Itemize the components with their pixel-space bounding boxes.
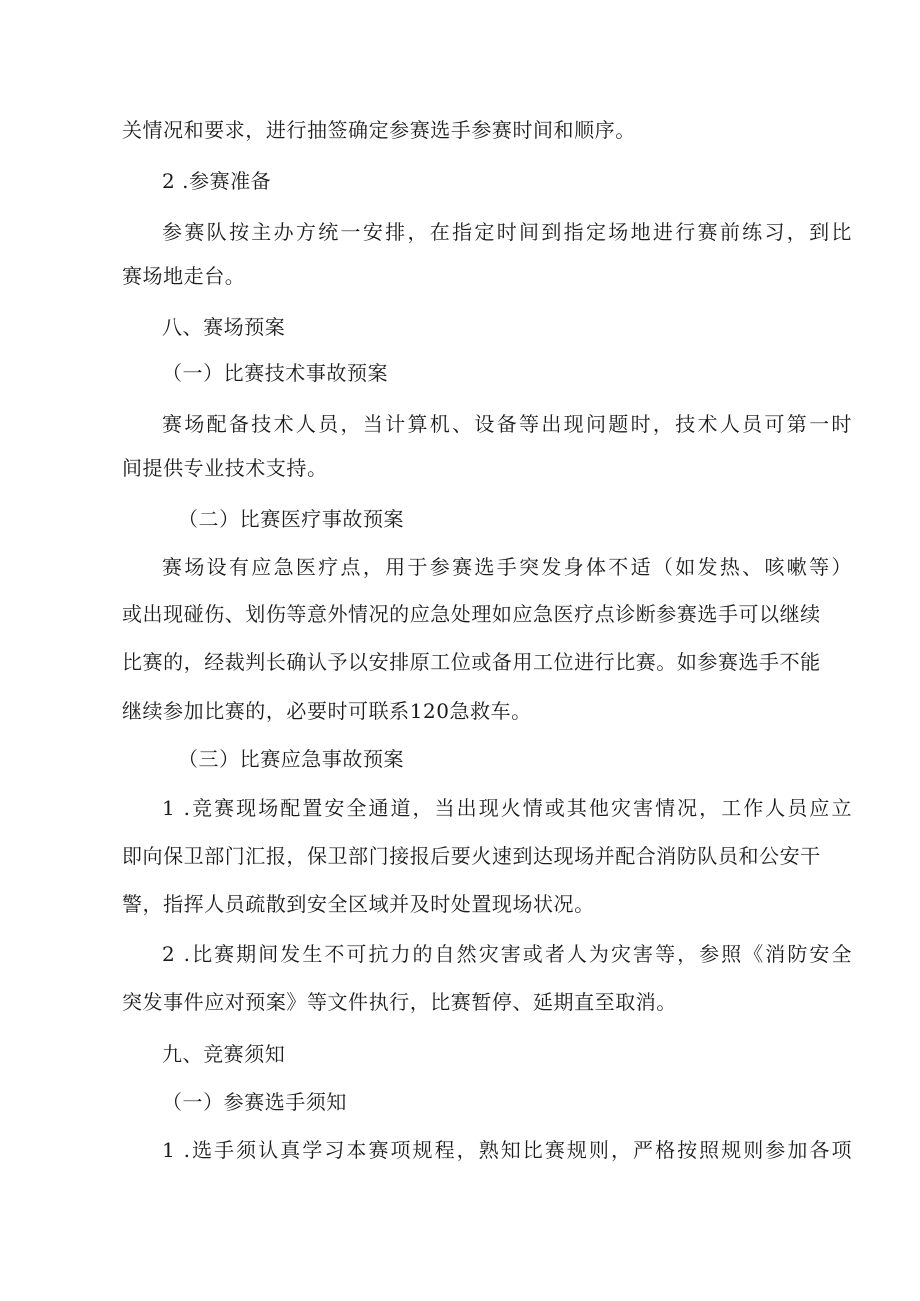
subsection-heading: （三）比赛应急事故预案 <box>178 747 405 771</box>
paragraph-line: 比赛的，经裁判长确认予以安排原工位或备用工位进行比赛。如参赛选手不能 <box>122 650 821 674</box>
paragraph-line: 警，指挥人员疏散到安全区域并及时处置现场状况。 <box>122 892 595 916</box>
paragraph-line: 突发事件应对预案》等文件执行，比赛暂停、延期直至取消。 <box>122 990 677 1014</box>
section-heading: 八、赛场预案 <box>162 315 286 339</box>
paragraph-line: 继续参加比赛的，必要时可联系120急救车。 <box>122 699 532 723</box>
paragraph-line: 即向保卫部门汇报，保卫部门接报后要火速到达现场并配合消防队员和公安干 <box>122 844 821 868</box>
paragraph-line: 赛场地走台。 <box>122 264 246 288</box>
paragraph-line: 间提供专业技术支持。 <box>122 456 328 480</box>
paragraph-line: 赛场配备技术人员，当计算机、设备等出现问题时，技术人员可第一时 <box>162 412 852 436</box>
paragraph-line: 参赛队按主办方统一安排，在指定时间到指定场地进行赛前练习，到比 <box>162 220 852 244</box>
paragraph-line: 关情况和要求，进行抽签确定参赛选手参赛时间和顺序。 <box>122 118 636 142</box>
subsection-heading: （一）比赛技术事故预案 <box>162 361 389 385</box>
paragraph-line: 赛场设有应急医疗点，用于参赛选手突发身体不适（如发热、咳嗽等） <box>162 555 852 579</box>
item-heading: 2 .参赛准备 <box>162 169 272 193</box>
paragraph-line: 1 .竞赛现场配置安全通道，当出现火情或其他灾害情况，工作人员应立 <box>162 796 852 820</box>
paragraph-line: 1 .选手须认真学习本赛项规程，熟知比赛规则，严格按照规则参加各项 <box>162 1138 852 1162</box>
section-heading: 九、竞赛须知 <box>162 1042 286 1066</box>
subsection-heading: （一）参赛选手须知 <box>162 1090 347 1114</box>
paragraph-line: 或出现碰伤、划伤等意外情况的应急处理如应急医疗点诊断参赛选手可以继续 <box>122 602 821 626</box>
paragraph-line: 2 .比赛期间发生不可抗力的自然灾害或者人为灾害等，参照《消防安全 <box>162 942 852 966</box>
subsection-heading: （二）比赛医疗事故预案 <box>178 507 405 531</box>
